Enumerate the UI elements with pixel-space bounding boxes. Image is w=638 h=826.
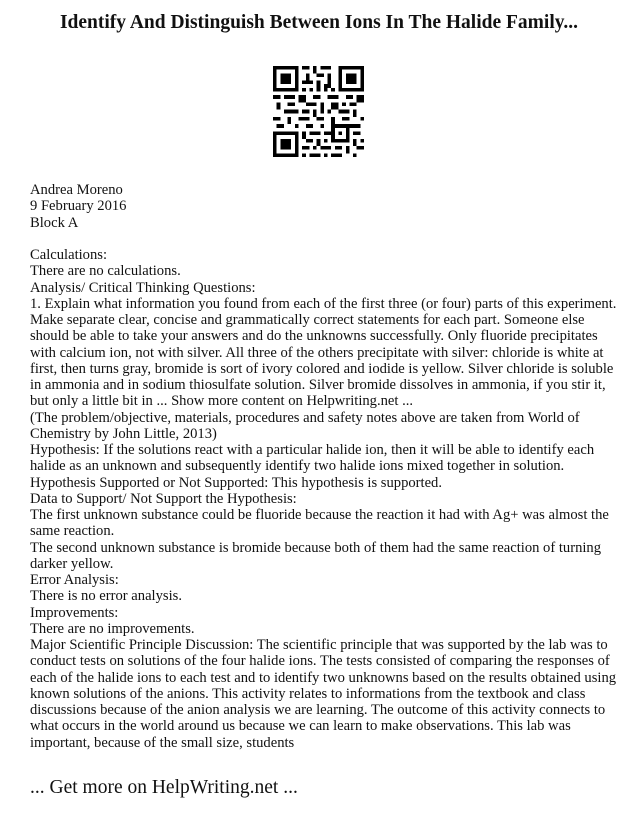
paragraph: Hypothesis: If the solutions react with a particular halide ion, then it will be able to identify each halide as an unknown and subsequently identify two halide ions mixed together in solution. <box>30 442 595 475</box>
author: Andrea Moreno <box>30 182 123 198</box>
paragraph: There are no calculations. <box>30 263 181 280</box>
paragraph: Error Analysis: <box>30 572 119 588</box>
paragraph: Analysis/ Critical Thinking Questions: <box>30 279 256 296</box>
paragraph: Major Scientific Principle Discussion: The scientific principle that was supported by the lab was to conduct tests on solutions of the four halide ions. The tests consisted of comparing the responses of each of the halide ions to each test and to identify two unknowns based on the results obtained using known solutions of the anions. This activity relates to informations from the textbook and class discussions because of the anion analysis we are learning. The outcome of this activity connects to what occurs in the world around us because we can learn to make observations. This lab was important, because of the small size, students <box>30 637 617 751</box>
document-body <box>30 182 620 751</box>
paragraph: Data to Support/ Not Support the Hypothesis: <box>30 490 297 507</box>
paragraph: Calculations: <box>30 247 108 263</box>
paragraph: There is no error analysis. <box>30 588 182 605</box>
page-title: Identify And Distinguish Between Ions In The Halide Family... <box>59 12 579 33</box>
paragraph: There are no improvements. <box>30 620 195 637</box>
paragraph: The first unknown substance could be fluoride because the reaction it had with Ag+ was almost the same reaction. <box>30 507 609 540</box>
qr-code[interactable] <box>273 66 364 157</box>
paragraph: Improvements: <box>30 604 119 621</box>
block: Block A <box>30 214 79 231</box>
get-more-link[interactable]: ... Get more on HelpWriting.net ... <box>30 777 298 798</box>
paragraph: 1. Explain what information you found from each of the first three (or four) parts of this experiment. Make separate clear, concise and grammatically correct statements for each part. Someone else should be able to take your answers and do the unknowns successfully. Only fluoride precipitates with calcium ion, not with silver. All three of the others precipitate with silver: chloride is white at first, then turns gray, bromide is sort of ivory colored and iodide is yellow. Silver chloride is soluble in ammonia and in sodium thiosulfate solution. Silver bromide dissolves in ammonia, if you stir it, but only a little bit in ... Show more content on Helpwriting.net ... <box>30 295 617 410</box>
date: 9 February 2016 <box>30 198 127 215</box>
spacer <box>30 231 620 247</box>
paragraph: (The problem/objective, materials, procedures and safety notes above are taken from World of Chemistry by John Little, 2013) <box>30 409 580 442</box>
paragraph: The second unknown substance is bromide because both of them had the same reaction of turning darker yellow. <box>30 539 602 572</box>
paragraph: Hypothesis Supported or Not Supported: This hypothesis is supported. <box>30 474 442 491</box>
